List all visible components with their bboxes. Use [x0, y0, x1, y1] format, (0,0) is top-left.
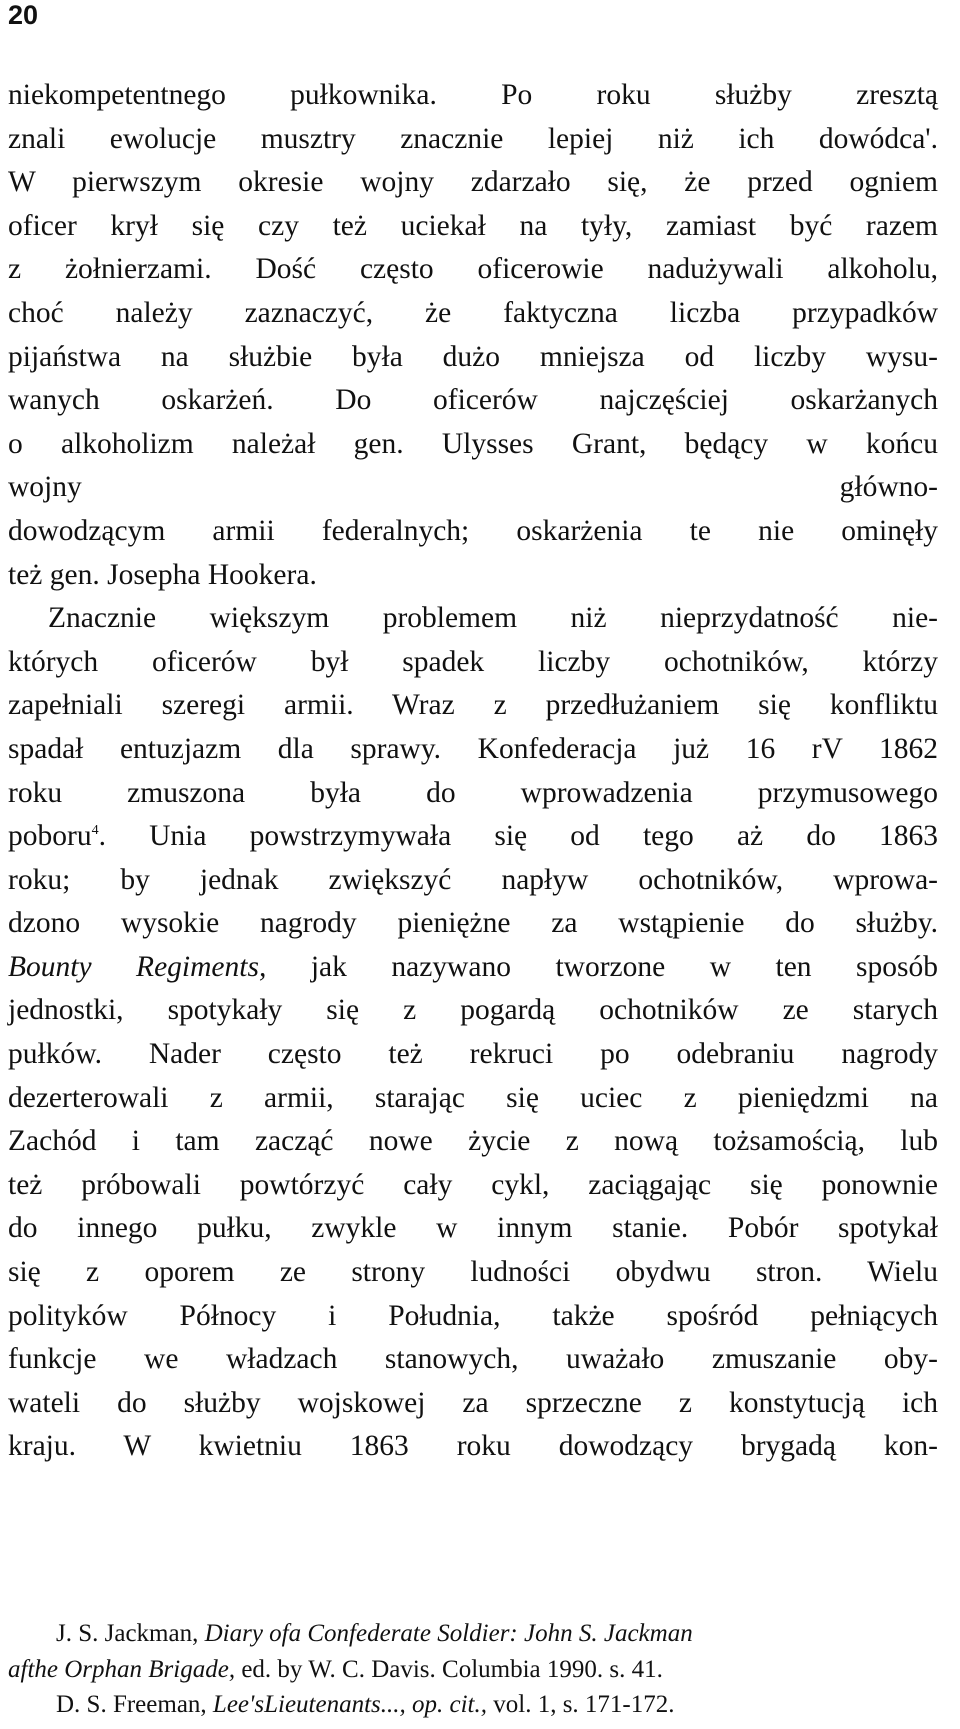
footnote-author: J. S. Jackman,	[56, 1620, 205, 1647]
text-line: jednostki, spotykały się z pogardą ochotników ze starych	[8, 994, 938, 1027]
text-fragment: . Unia powstrzymywała się od tego aż do 1863	[98, 820, 938, 853]
text-line: się z oporem ze strony ludności obydwu stron. Wielu	[8, 1256, 938, 1289]
text-line: do innego pułku, zwykle w innym stanie. Pobór spotykał	[8, 1212, 938, 1245]
text-line: funkcje we władzach stanowych, uważało zmuszanie oby-	[8, 1343, 938, 1376]
text-line: roku; by jednak zwiększyć napływ ochotników, wprowa-	[8, 863, 938, 896]
text-line: wojny główno-	[8, 471, 938, 504]
footnote-line	[8, 1616, 938, 1652]
text-line: wanych oskarżeń. Do oficerów najczęściej oskarżanych	[8, 384, 938, 417]
italic-term: Bounty Regiments,	[8, 950, 267, 983]
footnote-text: vol. 1, s. 171-172.	[487, 1691, 675, 1718]
text-fragment: jak nazywano tworzone w ten sposób	[266, 950, 938, 983]
page-number: 20	[8, 0, 39, 30]
text-line: znali ewolucje musztry znacznie lepiej niż ich dowódca'.	[8, 122, 938, 155]
text-line: Znacznie większym problemem niż nieprzydatność nie-	[48, 602, 938, 635]
main-text	[8, 74, 938, 1469]
text-line: dowodzącym armii federalnych; oskarżenia te nie ominęły	[8, 514, 938, 547]
text-line: W pierwszym okresie wojny zdarzało się, że przed ogniem	[8, 166, 938, 199]
text-line: oficer krył się czy też uciekał na tyły, zamiast być razem	[8, 209, 938, 242]
text-line: których oficerów był spadek liczby ochotników, którzy	[8, 645, 938, 678]
text-line: niekompetentnego pułkownika. Po roku służby zresztą	[8, 79, 938, 111]
footnote-marker: 4	[91, 823, 99, 839]
footnote-author: D. S. Freeman,	[56, 1691, 213, 1718]
text-line: Zachód i tam zacząć nowe życie z nową tożsamością, lub	[8, 1125, 938, 1158]
text-line-with-italic	[8, 946, 938, 990]
text-line: dezerterowali z armii, starając się uciec z pieniędzmi na	[8, 1081, 938, 1114]
text-line: też gen. Josepha Hookera.	[8, 558, 317, 591]
footnotes	[8, 1616, 938, 1723]
text-line: dzono wysokie nagrody pieniężne za wstąpienie do służby.	[8, 907, 938, 940]
footnote-title: Diary ofa Confederate Soldier: John S. Jackman	[204, 1620, 693, 1647]
text-line-with-footnote	[8, 815, 938, 859]
text-line: pijaństwa na służbie była dużo mniejsza od liczby wysu-	[8, 340, 938, 373]
text-line: kraju. W kwietniu 1863 roku dowodzący brygadą kon-	[8, 1430, 938, 1463]
footnote-title: afthe Orphan Brigade,	[8, 1655, 236, 1683]
text-line: też próbowali powtórzyć cały cykl, zaciągając się ponownie	[8, 1168, 938, 1201]
text-line: o alkoholizm należał gen. Ulysses Grant, będący w końcu	[8, 427, 938, 460]
text-line: polityków Północy i Południa, także spośród pełniących	[8, 1299, 938, 1332]
footnote-line	[8, 1652, 938, 1688]
text-line: roku zmuszona była do wprowadzenia przymusowego	[8, 776, 938, 809]
text-fragment: poboru	[8, 820, 92, 853]
footnote-text: ed. by W. C. Davis. Columbia 1990. s. 41.	[235, 1655, 663, 1683]
text-line: z żołnierzami. Dość często oficerowie nadużywali alkoholu,	[8, 253, 938, 286]
footnote-line	[8, 1687, 938, 1723]
text-line: pułków. Nader często też rekruci po odebraniu nagrody	[8, 1038, 938, 1071]
text-line: wateli do służby wojskowej za sprzeczne z konstytucją ich	[8, 1386, 938, 1419]
footnote-title: Lee'sLieutenants..., op. cit.,	[212, 1691, 487, 1718]
text-line: choć należy zaznaczyć, że faktyczna liczba przypadków	[8, 296, 938, 329]
text-line: spadał entuzjazm dla sprawy. Konfederacja już 16 rV 1862	[8, 732, 938, 765]
text-line: zapełniali szeregi armii. Wraz z przedłużaniem się konfliktu	[8, 689, 938, 722]
